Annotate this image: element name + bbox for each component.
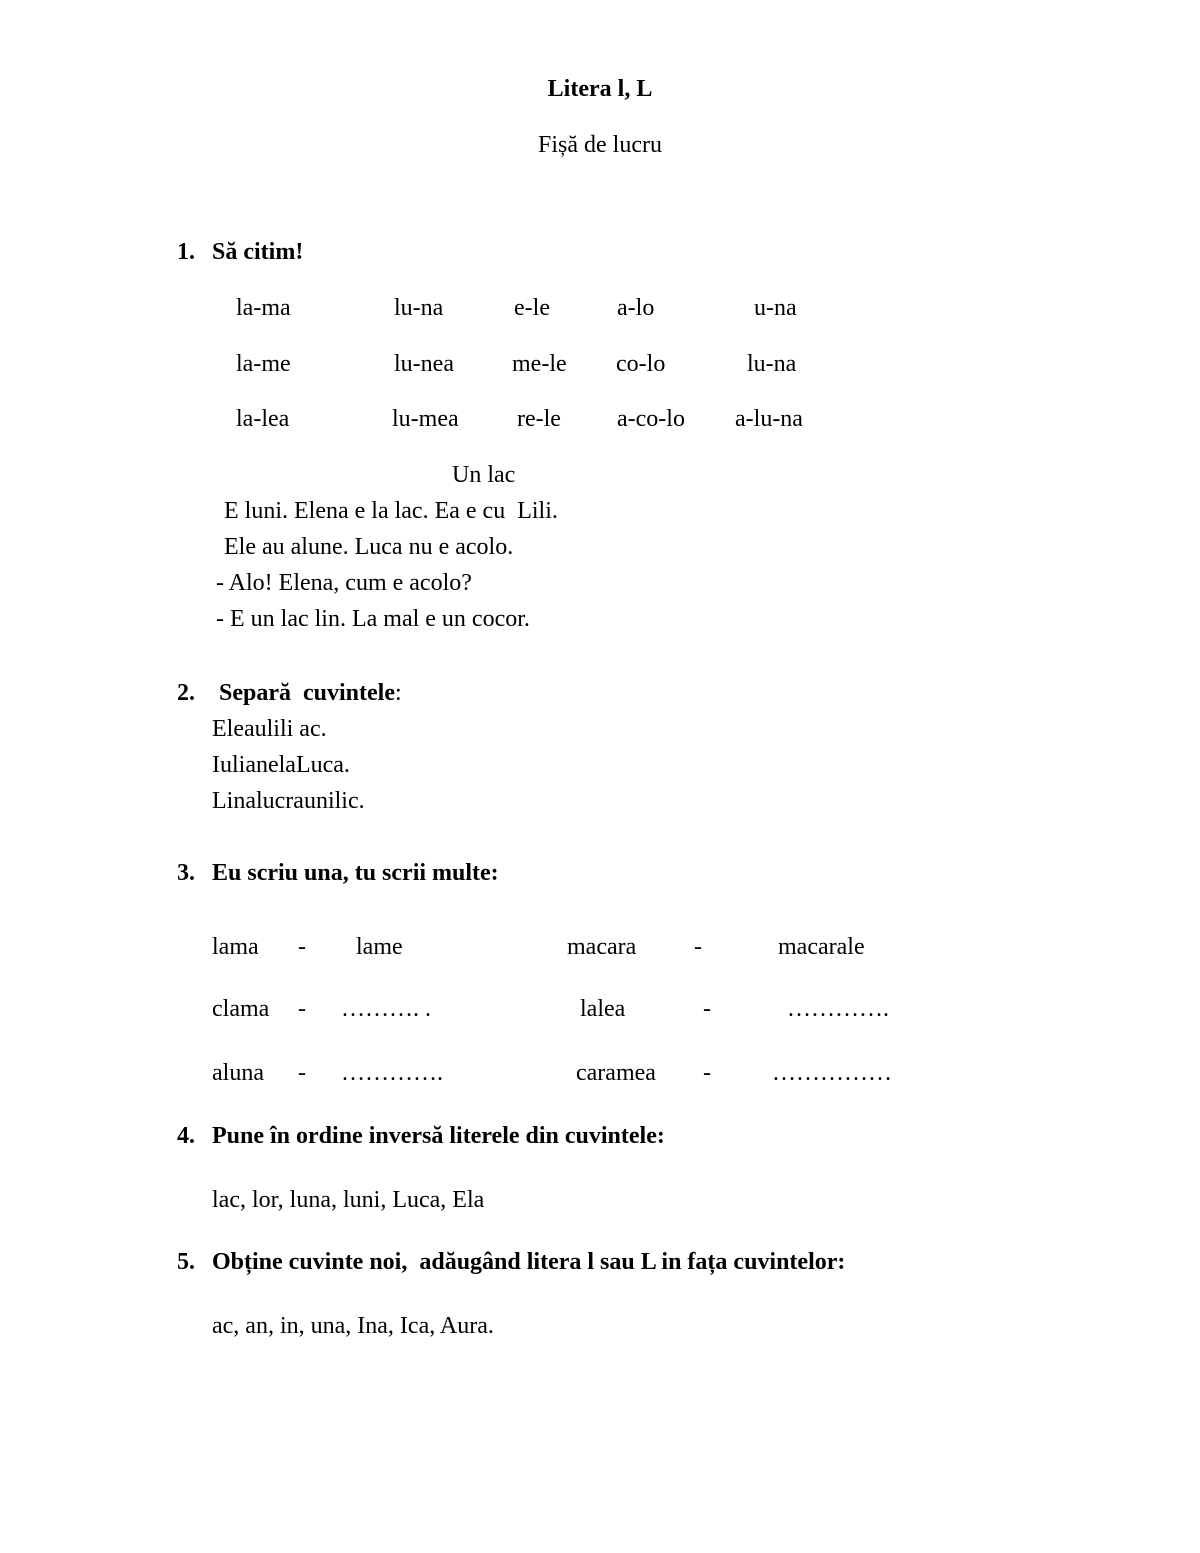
syllable: la-me bbox=[236, 351, 291, 377]
answer-blank: …………… bbox=[772, 1060, 892, 1086]
exercise-3-number: 3. bbox=[177, 860, 195, 886]
exercise-5-number: 5. bbox=[177, 1249, 195, 1275]
word-list: lac, lor, luna, luni, Luca, Ela bbox=[212, 1187, 485, 1213]
syllable: la-lea bbox=[236, 406, 290, 432]
exercise-2-colon: : bbox=[394, 680, 402, 706]
singular-word: lalea bbox=[580, 996, 626, 1022]
syllable: u-na bbox=[754, 295, 797, 321]
answer-blank: …………. bbox=[787, 996, 889, 1022]
dash: - bbox=[694, 934, 702, 960]
story-line: E luni. Elena e la lac. Ea e cu Lili. bbox=[224, 498, 558, 524]
singular-word: caramea bbox=[576, 1060, 656, 1086]
singular-word: clama bbox=[212, 996, 270, 1022]
syllable: lu-mea bbox=[392, 406, 459, 432]
story-line: - Alo! Elena, cum e acolo? bbox=[216, 570, 472, 596]
story-title: Un lac bbox=[452, 462, 516, 488]
syllable: me-le bbox=[512, 351, 567, 377]
dash: - bbox=[298, 934, 306, 960]
exercise-5-heading: Obține cuvinte noi, adăugând litera l sau L in fața cuvintelor: bbox=[212, 1249, 846, 1275]
plural-word: lame bbox=[356, 934, 403, 960]
dash: - bbox=[703, 996, 711, 1022]
exercise-4-heading: Pune în ordine inversă literele din cuvintele: bbox=[212, 1123, 665, 1149]
syllable: a-lo bbox=[617, 295, 655, 321]
exercise-2-number: 2. bbox=[177, 680, 195, 706]
exercise-2-heading: Separă cuvintele bbox=[219, 680, 395, 706]
dash: - bbox=[703, 1060, 711, 1086]
syllable: lu-na bbox=[747, 351, 797, 377]
syllable: co-lo bbox=[616, 351, 666, 377]
syllable: a-co-lo bbox=[617, 406, 685, 432]
singular-word: aluna bbox=[212, 1060, 264, 1086]
story-line: Ele au alune. Luca nu e acolo. bbox=[224, 534, 514, 560]
exercise-1-number: 1. bbox=[177, 239, 195, 265]
syllable: a-lu-na bbox=[735, 406, 803, 432]
word-list: ac, an, in, una, Ina, Ica, Aura. bbox=[212, 1313, 494, 1339]
unseparated-line: IulianelaLuca. bbox=[212, 752, 350, 778]
answer-blank: ………. . bbox=[341, 996, 431, 1022]
exercise-3-heading: Eu scriu una, tu scrii multe: bbox=[212, 860, 499, 886]
unseparated-line: Linalucraunilic. bbox=[212, 788, 365, 814]
page-subtitle: Fișă de lucru bbox=[538, 132, 662, 158]
story-line: - E un lac lin. La mal e un cocor. bbox=[216, 606, 530, 632]
singular-word: lama bbox=[212, 934, 259, 960]
syllable: la-ma bbox=[236, 295, 291, 321]
singular-word: macara bbox=[567, 934, 637, 960]
answer-blank: …………. bbox=[341, 1060, 443, 1086]
page-title: Litera l, L bbox=[547, 76, 653, 102]
unseparated-line: Eleaulili ac. bbox=[212, 716, 327, 742]
exercise-4-number: 4. bbox=[177, 1123, 195, 1149]
syllable: re-le bbox=[517, 406, 561, 432]
dash: - bbox=[298, 1060, 306, 1086]
dash: - bbox=[298, 996, 306, 1022]
syllable: lu-nea bbox=[394, 351, 454, 377]
syllable: lu-na bbox=[394, 295, 444, 321]
exercise-1-heading: Să citim! bbox=[212, 239, 304, 265]
syllable: e-le bbox=[514, 295, 550, 321]
plural-word: macarale bbox=[778, 934, 865, 960]
